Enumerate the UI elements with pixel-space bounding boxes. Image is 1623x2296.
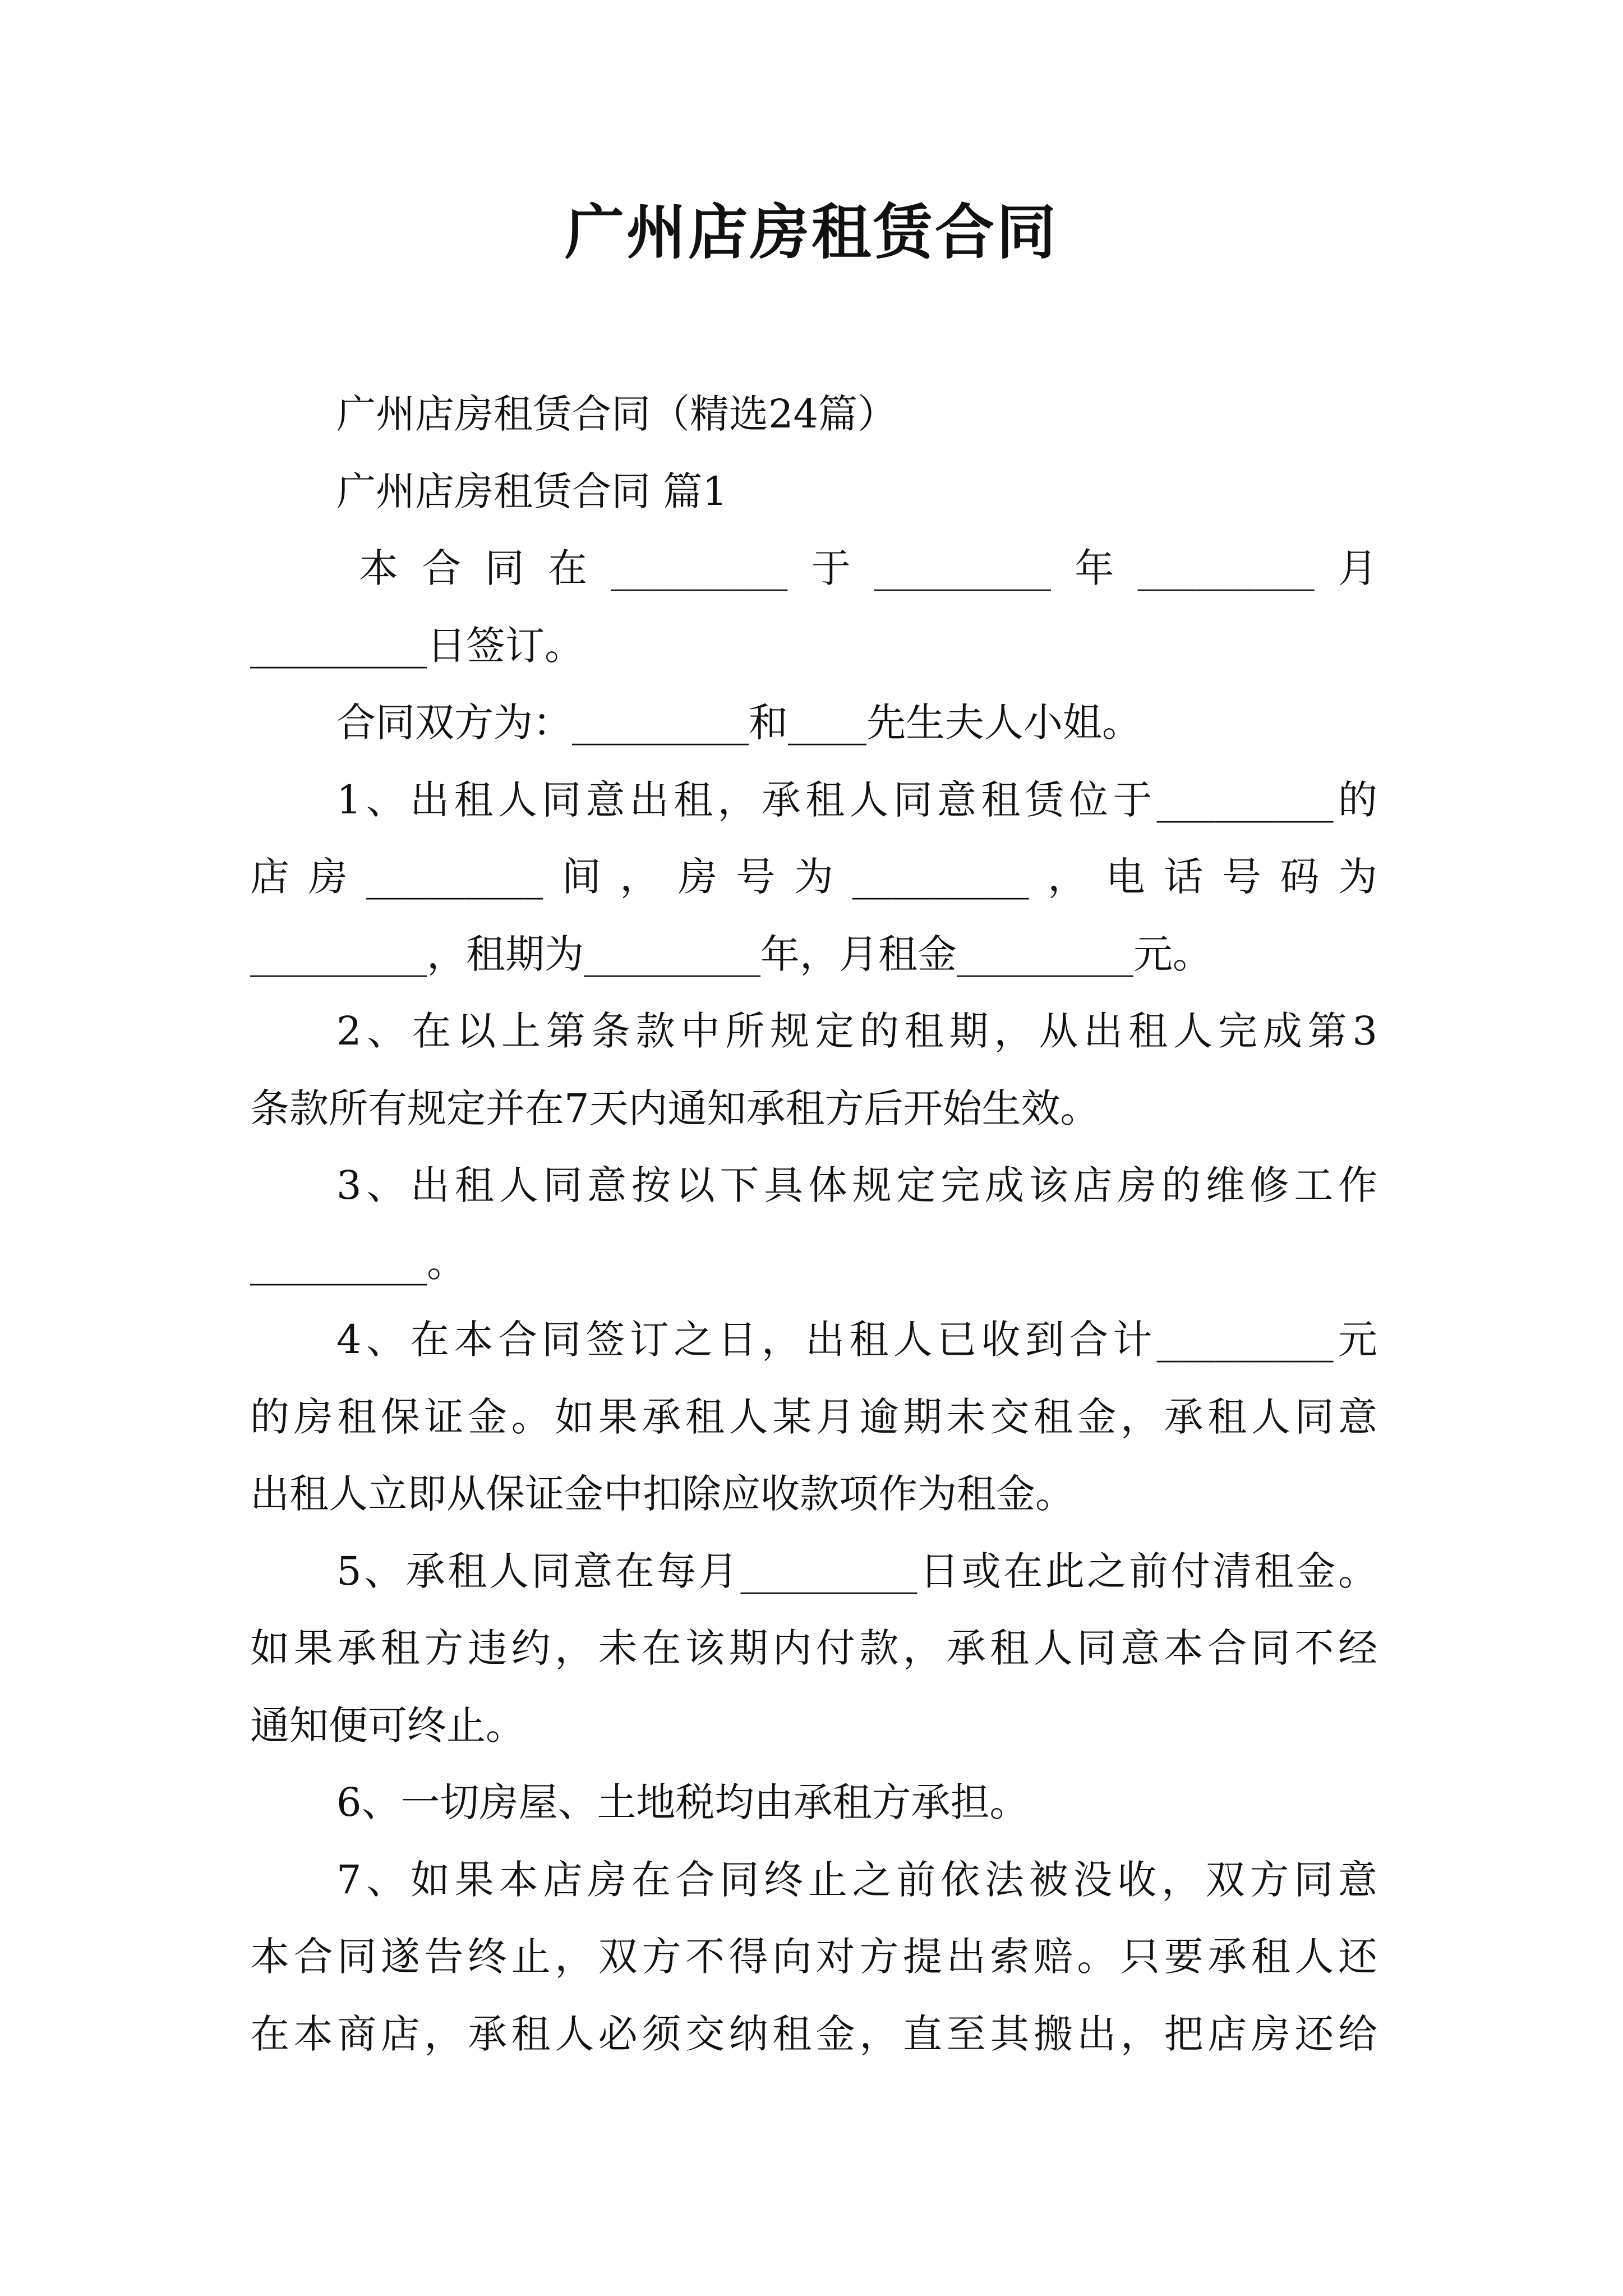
paragraph-line: 通知便可终止。 [250,1703,525,1749]
paragraph-line: 5、承租人同意在每月_________日或在此之前付清租金。 [336,1548,1377,1594]
paragraph-line: 的房租保证金。如果承租人某月逾期未交租金，承租人同意 [250,1394,1377,1440]
paragraph-line: 条款所有规定并在7天内通知承租方后开始生效。 [250,1085,1100,1131]
paragraph-line: 店房_________间，房号为_________，电话号码为 [250,854,1377,900]
paragraph-line: 出租人立即从保证金中扣除应收款项作为租金。 [250,1471,1075,1517]
paragraph-line: 6、一切房屋、土地税均由承租方承担。 [336,1779,1029,1825]
paragraph-line: 7、如果本店房在合同终止之前依法被没收，双方同意 [336,1857,1377,1903]
paragraph-line: _________日签订。 [250,623,584,669]
paragraph-line: 4、在本合同签订之日，出租人已收到合计_________元 [336,1317,1377,1363]
subtitle-line: 广州店房租赁合同（精选24篇） [336,391,897,437]
paragraph-line: 1、出租人同意出租，承租人同意租赁位于_________的 [336,777,1377,823]
paragraph-line: 3、出租人同意按以下具体规定完成该店房的维修工作 [336,1162,1377,1208]
section-heading: 广州店房租赁合同 篇1 [336,468,727,514]
paragraph-line: _________。 [250,1240,466,1286]
paragraph-line: 在本商店，承租人必须交纳租金，直至其搬出，把店房还给 [250,2011,1377,2057]
paragraph-line: 合同双方为：_________和____先生夫人小姐。 [336,700,1141,746]
paragraph-line: 2、在以上第条款中所规定的租期，从出租人完成第3 [336,1008,1377,1054]
paragraph-line: _________，租期为_________年，月租金_________元。 [250,931,1212,977]
paragraph-line: 如果承租方违约，未在该期内付款，承租人同意本合同不经 [250,1625,1377,1671]
paragraph-line: 本合同遂告终止，双方不得向对方提出索赔。只要承租人还 [250,1934,1377,1980]
document-title: 广州店房租赁合同 [565,198,1058,267]
paragraph-line: 本合同在_________于_________年_________月 [359,545,1377,591]
